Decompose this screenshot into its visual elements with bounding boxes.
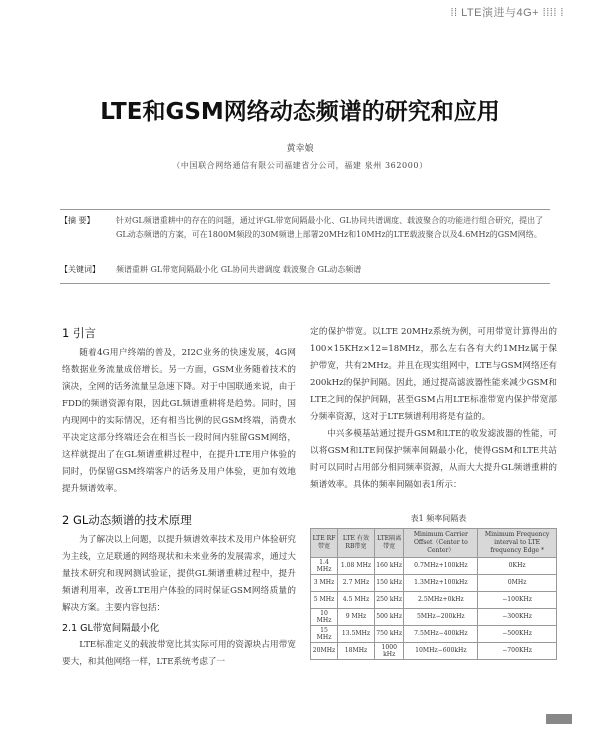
header-bars-icon: ⁞⁞⁞⁞ ⁞	[539, 7, 564, 19]
frequency-table	[310, 528, 557, 660]
running-header: ⁞⁞ LTE演进与4G+ ⁞⁞⁞⁞ ⁞	[450, 7, 564, 19]
table-cell: −300KHz	[478, 609, 557, 626]
affiliation: （中国联合网络通信有限公司福建省分公司，福建 泉州 362000）	[172, 161, 428, 170]
table-cell: 0KHz	[478, 558, 557, 575]
table-row	[311, 592, 557, 609]
section-1-paragraph: 随着4G用户终端的普及，2I2C业务的快速发展，4G网络数据业务流量成倍增长。另一方面，GSM业务随着技术的演决，全网的话务流量呈急速下降。对于中国联通来说，由于FDD的频谱资源有限，因此GL频谱重耕将是趋势。同时，国内现网中的实际情况，还有相当比例的民GSM终端，消费水平决定这部分终端还会在相当长一段时间内驻留GSM网络，这样就提出了在GL频谱重耕过程中，在提升LTE用户体验的同时，仍保留GSM终端客户的话务及用户体验，更加有效地提升频谱效率。	[62, 348, 296, 494]
abstract-text: 针对GL频谱重耕中的存在的问题，通过评GL带宽间隔最小化、GL协同共谱调度、载波聚合的功能进行组合研究，提出了GL动态频谱的方案，可在1800M频段的30M频谱上部署20MHz和10MHz的LTE载波聚合以及4.6MHz的GSM网络。	[116, 216, 544, 239]
table-cell: 10 MHz	[311, 609, 338, 626]
table-cell: 15 MHz	[311, 626, 338, 643]
table-cell: 150 kHz	[374, 575, 404, 592]
table-header: LTE隔离带宽	[374, 529, 404, 558]
table-row	[311, 558, 557, 575]
subsection-2-1-heading: 2.1 GL带宽间隔最小化	[62, 623, 160, 634]
author: 黄幸娘	[286, 144, 314, 154]
table-cell: 2.7 MHz	[338, 575, 375, 592]
table-row	[311, 626, 557, 643]
table-cell: 500 kHz	[374, 609, 404, 626]
table-cell: 750 kHz	[374, 626, 404, 643]
section-2-heading: 2 GL动态频谱的技术原理	[62, 513, 192, 527]
table-cell: 250 kHz	[374, 592, 404, 609]
abstract	[60, 214, 550, 242]
page-number-box	[546, 714, 572, 724]
table-cell: 13.5MHz	[338, 626, 375, 643]
table-cell: 1.08 MHz	[338, 558, 375, 575]
table-header: LTE 有效RB带宽	[338, 529, 375, 558]
table-cell: 0.7MHz+100kHz	[404, 558, 478, 575]
table-cell: −500KHz	[478, 626, 557, 643]
section-1-heading: 1 引言	[62, 326, 96, 340]
table-cell: −700KHz	[478, 643, 557, 660]
table-cell: 20MHz	[311, 643, 338, 660]
keywords-text: 频谱重耕 GL带宽间隔最小化 GL协同共谱调度 载波聚合 GL动态频谱	[116, 265, 362, 274]
table-header: Minimum Carrier Offset（Center to Center）	[404, 529, 478, 558]
table-cell: −100KHz	[478, 592, 557, 609]
table-header: LTE RF带宽	[311, 529, 338, 558]
section-2-paragraph: 为了解决以上问题，以提升频谱效率技术及用户体验研究为主线，立足联通的网络现状和未来业务的发展需求，通过大量技术研究和现网测试验证，提供GL频谱重耕过程中，提升频谱利用率，改善LTE用户体验的同时保证GSM网络质量的解决方案。主要内容包括：	[62, 535, 296, 613]
table-cell: 1000 kHz	[374, 643, 404, 660]
right-paragraph-1: 定的保护带宽。以LTE 20MHz系统为例，可用带宽计算得出的100×15KHz×12=18MHz，那么左右各有大约1MHz属于保护带宽，共有2MHz。并且在现实组网中，LTE与GSM网络还有200kHz的保护间隔。因此，通过提高滤波器性能来减少GSM和LTE之间的保护间隔，甚至GSM占用LTE标准带宽内保护带宽部分频率资源，这对于LTE频谱利用将是有益的。	[310, 327, 557, 422]
table-cell: 2.5MHz+0kHz	[404, 592, 478, 609]
table-cell: 0MHz	[478, 575, 557, 592]
table-cell: 1.3MHz+100kHz	[404, 575, 478, 592]
top-rule	[60, 209, 550, 210]
paper-title: LTE和GSM网络动态频谱的研究和应用	[100, 99, 500, 125]
table-row	[311, 609, 557, 626]
table-header-row	[311, 529, 557, 558]
table-cell: 160 kHz	[374, 558, 404, 575]
table-cell: 5MHz−200kHz	[404, 609, 478, 626]
table-caption: 表1 频率间隔表	[410, 514, 467, 523]
header-bars-icon: ⁞⁞	[450, 7, 462, 19]
keywords	[60, 263, 550, 277]
table-cell: 7.5MHz−400kHz	[404, 626, 478, 643]
table-cell: 10MHz−600kHz	[404, 643, 478, 660]
subsection-2-1-paragraph: LTE标准定义的载波带宽比其实际可用的资源块占用带宽要大，和其他网络一样，LTE系统考虑了一	[62, 640, 296, 667]
table-cell: 18MHz	[338, 643, 375, 660]
right-column	[310, 324, 557, 494]
table-cell: 1.4 MHz	[311, 558, 338, 575]
right-paragraph-2: 中兴多模基站通过提升GSM和LTE的收发滤波器的性能，可以将GSM和LTE间保护频率间隔最小化，使得GSM和LTE共站时可以同时占用部分相同频率资源，从而大大提升GL频谱重耕的频谱效率。具体的频率间隔如表1所示：	[310, 429, 557, 490]
table-row	[311, 575, 557, 592]
table-row	[311, 643, 557, 660]
left-column	[62, 325, 296, 671]
bottom-rule	[60, 283, 550, 284]
keywords-label: 【关键词】	[60, 265, 100, 274]
table-header: Minimum Frequency interval to LTE frequency Edge *	[478, 529, 557, 558]
table-cell: 9 MHz	[338, 609, 375, 626]
abstract-label: 【摘 要】	[60, 216, 95, 225]
table-cell: 3 MHz	[311, 575, 338, 592]
table-cell: 4.5 MHz	[338, 592, 375, 609]
table-cell: 5 MHz	[311, 592, 338, 609]
